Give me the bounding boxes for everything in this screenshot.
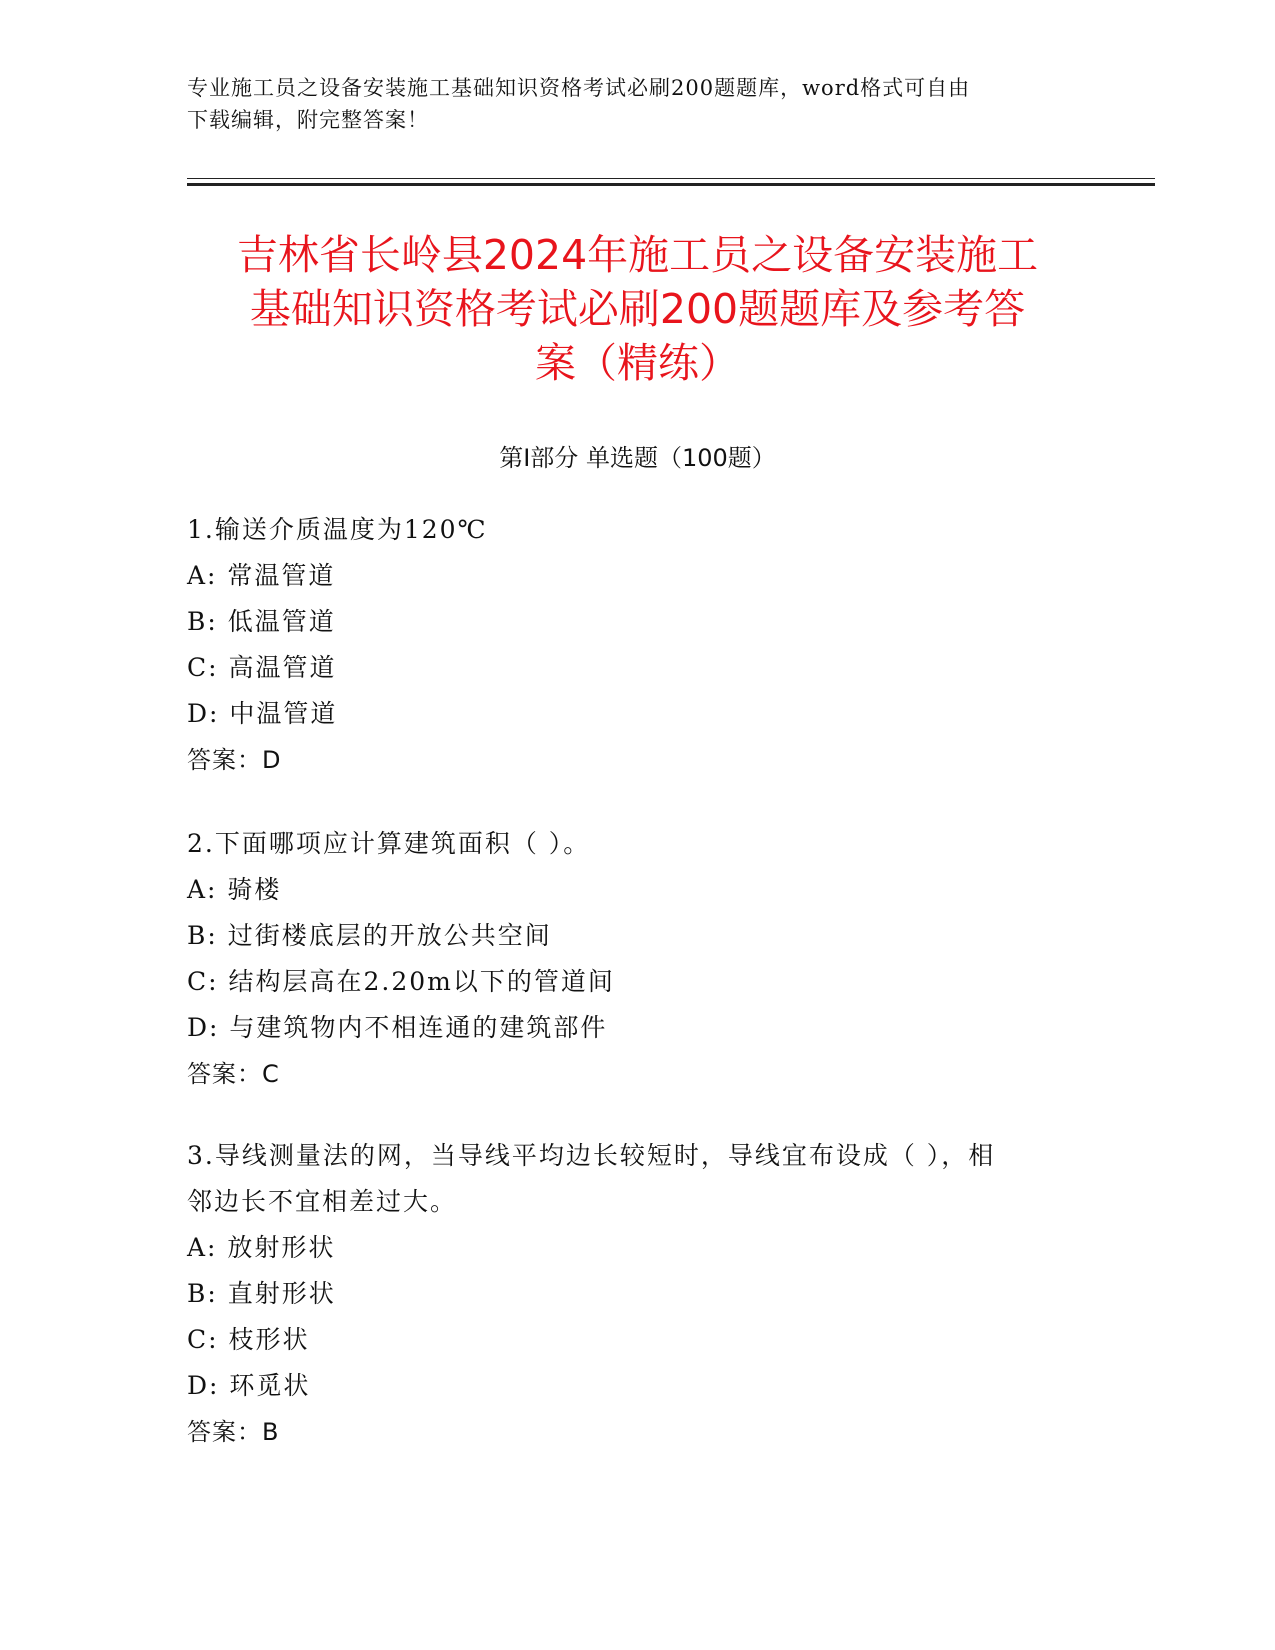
section-heading: 第Ⅰ部分 单选题（100题）	[499, 444, 776, 472]
option-b: B: 过街楼底层的开放公共空间	[187, 921, 552, 950]
document-title	[120, 228, 1155, 390]
question-stem-line-1: 3.导线测量法的网，当导线平均边长较短时，导线宜布设成（ ），相	[187, 1141, 996, 1170]
answer: 答案：B	[187, 1418, 280, 1446]
answer: 答案：C	[187, 1060, 280, 1088]
option-b: B: 直射形状	[187, 1279, 336, 1308]
question-1	[187, 507, 1087, 783]
option-c: C: 枝形状	[187, 1325, 310, 1354]
option-c: C: 结构层高在2.20m以下的管道间	[187, 967, 615, 996]
question-3	[187, 1133, 1087, 1455]
question-2	[187, 821, 1087, 1097]
option-d: D: 中温管道	[187, 699, 338, 728]
option-d: D: 与建筑物内不相连通的建筑部件	[187, 1013, 608, 1042]
header-note	[187, 72, 1087, 136]
question-stem: 1.输送介质温度为120℃	[187, 515, 488, 544]
option-d: D: 环觅状	[187, 1371, 311, 1400]
option-a: A: 放射形状	[187, 1233, 336, 1262]
option-a: A: 骑楼	[187, 875, 282, 904]
divider-thin	[187, 178, 1155, 179]
question-stem-line-2: 邻边长不宜相差过大。	[187, 1187, 458, 1216]
option-b: B: 低温管道	[187, 607, 336, 636]
header-note-line-1: 专业施工员之设备安装施工基础知识资格考试必刷200题题库，word格式可自由	[187, 76, 971, 100]
header-note-line-2: 下载编辑，附完整答案！	[187, 108, 429, 132]
title-line-3: 案（精练）	[535, 339, 740, 387]
title-line-1: 吉林省长岭县2024年施工员之设备安装施工	[236, 231, 1039, 279]
option-a: A: 常温管道	[187, 561, 336, 590]
question-stem: 2.下面哪项应计算建筑面积（ ）。	[187, 829, 591, 858]
option-c: C: 高温管道	[187, 653, 337, 682]
divider-thick	[187, 183, 1155, 186]
answer: 答案：D	[187, 746, 282, 774]
title-line-2: 基础知识资格考试必刷200题题库及参考答	[249, 285, 1026, 333]
